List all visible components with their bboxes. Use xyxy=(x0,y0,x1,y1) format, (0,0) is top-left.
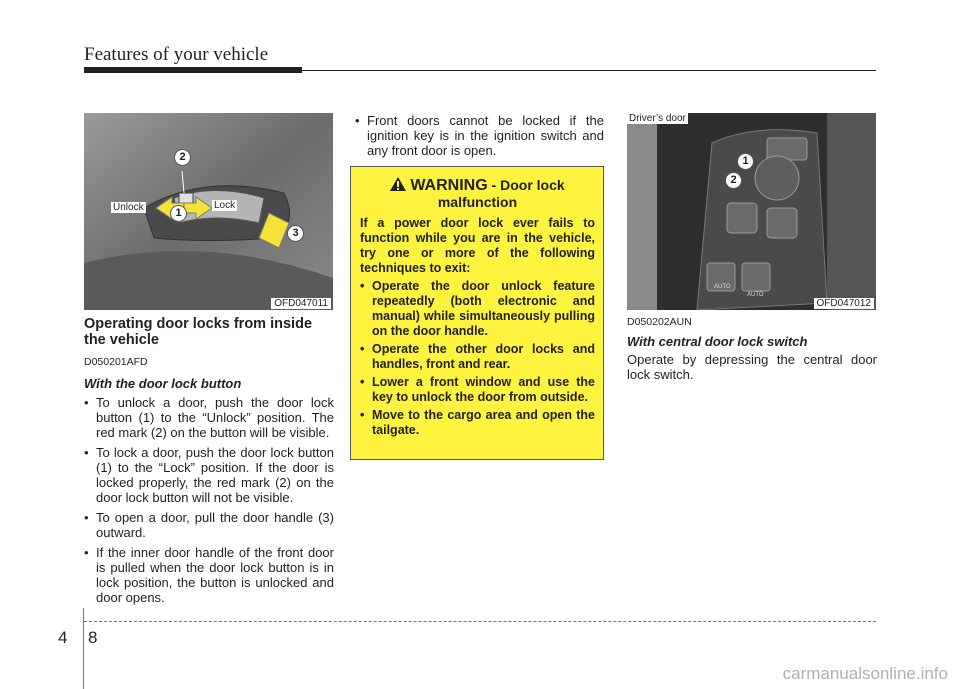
unlock-label: Unlock xyxy=(113,202,144,213)
list-item: • Operate the door unlock feature repeatedly (both electronic and manual) while simultaneously pulling on the door handle. xyxy=(360,279,595,339)
list-item: • Front doors cannot be locked if the ignition key is in the ignition switch and any front door is open. xyxy=(355,113,604,158)
section-heading: Operating door locks from inside the vehicle xyxy=(84,316,313,348)
section-subheading: With central door lock switch xyxy=(627,334,808,349)
section-code: D050201AFD xyxy=(84,356,148,368)
list-item: • Move to the cargo area and open the tailgate. xyxy=(360,408,595,438)
warning-text: If a power door lock ever fails to function while you are in the vehicle, try one or more of the following techniques to exit: xyxy=(360,216,595,275)
section-code: D050202AUN xyxy=(627,316,692,328)
list-item: • To unlock a door, push the door lock button (1) to the “Unlock” position. The red mark (2) on the button will be visible. xyxy=(84,395,334,440)
warning-title: - Door lock malfunction xyxy=(437,177,565,210)
warning-box xyxy=(350,166,604,460)
photo-code: OFD047012 xyxy=(814,298,874,309)
warning-bullets xyxy=(360,279,595,438)
chapter-number: 4 xyxy=(58,628,68,647)
list-item: • Lower a front window and use the key to unlock the door from outside. xyxy=(360,375,595,405)
list-item: • If the inner door handle of the front door is pulled when the door lock button is in lock position, the button is unlocked and door opens. xyxy=(84,545,334,605)
section-subheading: With the door lock button xyxy=(84,376,242,391)
header-title: Features of your vehicle xyxy=(84,44,269,65)
warning-triangle-icon xyxy=(390,177,406,191)
callout-2: 2 xyxy=(725,172,742,189)
page-number: 8 xyxy=(88,628,98,647)
footer-rule xyxy=(84,621,876,622)
switch-panel-illustration xyxy=(627,113,876,310)
callout-1: 1 xyxy=(170,205,187,222)
callout-2: 2 xyxy=(174,149,191,166)
list-item: • To open a door, pull the door handle (3) outward. xyxy=(84,510,334,540)
drivers-door-label: Driver’s door xyxy=(629,113,686,124)
auto-label-1: AUTO xyxy=(714,284,731,290)
warning-word: WARNING xyxy=(410,177,488,194)
list-item: • To lock a door, push the door lock button (1) to the “Lock” position. If the door is locked properly, the red mark (2) on the door lock button will not be visible. xyxy=(84,445,334,505)
section-body: Operate by depressing the central door lock switch. xyxy=(627,352,877,382)
auto-label-2: AUTO xyxy=(747,292,764,298)
door-handle-photo xyxy=(84,113,333,310)
front-door-bullet xyxy=(355,113,604,158)
footer-divider xyxy=(83,608,84,689)
warning-heading xyxy=(360,177,595,210)
lock-label: Lock xyxy=(214,200,236,211)
callout-3: 3 xyxy=(287,225,304,242)
watermark: carmanualsonline.info xyxy=(782,664,948,683)
photo-code: OFD047011 xyxy=(271,298,331,309)
callout-1: 1 xyxy=(737,153,754,170)
header-rule xyxy=(84,70,876,71)
list-item: • Operate the other door locks and handles, front and rear. xyxy=(360,342,595,372)
door-lock-button-bullets xyxy=(84,395,334,605)
central-lock-switch-photo xyxy=(627,113,876,310)
